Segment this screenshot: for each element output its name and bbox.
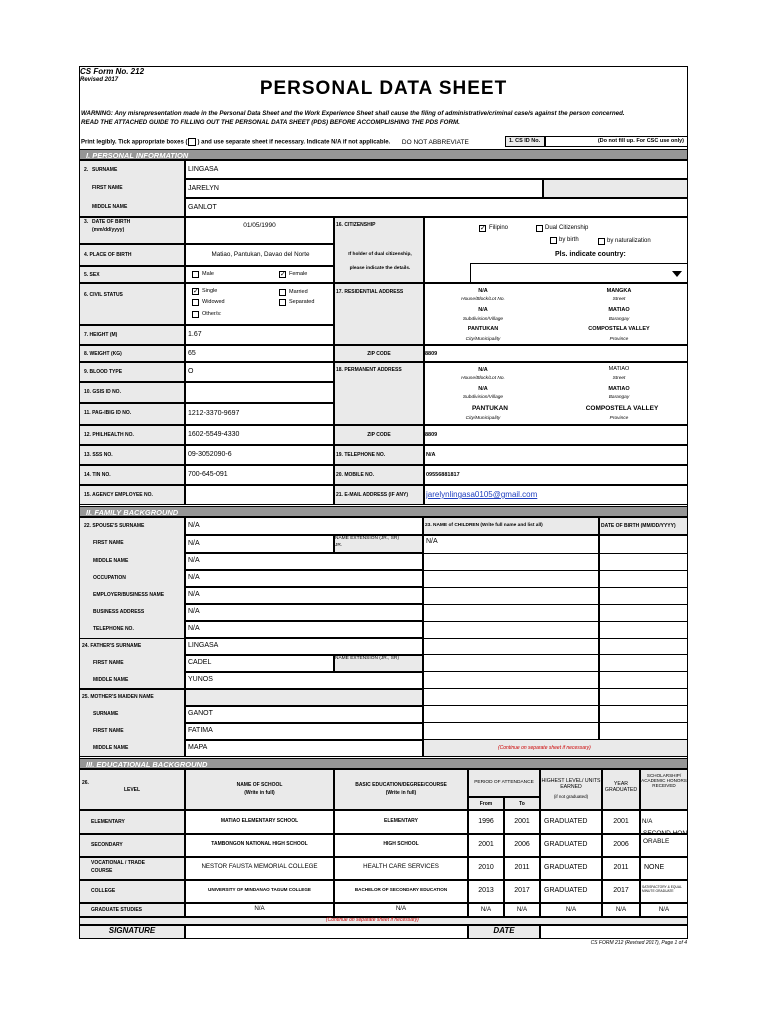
tel-field[interactable] bbox=[424, 445, 688, 465]
business-field[interactable] bbox=[185, 604, 423, 621]
spouse-surname-field[interactable] bbox=[185, 517, 423, 535]
surname-label: SURNAME bbox=[92, 167, 118, 173]
edu-year: 2011 bbox=[613, 864, 629, 871]
form-revised: Revised 2017 bbox=[80, 77, 119, 83]
sss-value: 09-3052090-6 bbox=[188, 451, 232, 458]
children-names-column[interactable] bbox=[423, 535, 599, 757]
occupation-field[interactable] bbox=[185, 570, 423, 587]
gsis-label: 10. GSIS ID NO. bbox=[84, 389, 121, 395]
edu-level: GRADUATE STUDIES bbox=[91, 907, 143, 913]
edu-from: N/A bbox=[480, 906, 492, 913]
height-value: 1.67 bbox=[188, 331, 202, 338]
child-row-divider bbox=[423, 587, 688, 588]
middlename-label: MIDDLE NAME bbox=[92, 204, 128, 210]
edu-level: VOCATIONAL / TRADE COURSE bbox=[91, 860, 145, 874]
sex-label: 5. SEX bbox=[84, 272, 100, 278]
cs-id-label: 1. CS ID No. bbox=[505, 136, 545, 147]
perm-house: N/A bbox=[478, 367, 488, 373]
separated-checkbox[interactable] bbox=[279, 299, 286, 306]
employer-value: N/A bbox=[188, 591, 200, 598]
pagibig-value: 1212-3370-9697 bbox=[188, 410, 240, 417]
res-city: PANTUKAN bbox=[467, 326, 499, 332]
form-number: CS Form No. 212 bbox=[80, 67, 145, 76]
mother-surname-label: SURNAME bbox=[93, 711, 119, 717]
edu-honors-header: SCHOLARSHIP/ ACADEMIC HONORS RECEIVED bbox=[641, 773, 687, 788]
gsis-field[interactable] bbox=[185, 382, 334, 403]
mother-label: 25. MOTHER'S MAIDEN NAME bbox=[82, 694, 154, 700]
date-label: DATE bbox=[493, 926, 515, 935]
edu-from: 2010 bbox=[478, 864, 494, 871]
perm-sub-house: House/Block/Lot No. bbox=[461, 376, 505, 381]
spouse-first-value: N/A bbox=[188, 540, 200, 547]
father-middle-label: MIDDLE NAME bbox=[93, 677, 129, 683]
country-dropdown[interactable] bbox=[470, 263, 688, 283]
warning-line: WARNING: Any misrepresentation made in the Personal Data Sheet and the Work Experience Sheet shall cause the filing of administrative/criminal case/s against the person concerned. bbox=[81, 110, 625, 117]
mobile-value: 09556881817 bbox=[426, 472, 460, 478]
edu-units: GRADUATED bbox=[544, 887, 588, 894]
civil-status-label: 6. CIVIL STATUS bbox=[84, 292, 123, 298]
by-birth-label: by birth bbox=[559, 237, 579, 243]
name-extension-field[interactable] bbox=[543, 179, 688, 198]
indicate-country: Pls. indicate country: bbox=[555, 251, 626, 258]
edu-school: NESTOR FAUSTA MEMORIAL COLLEGE bbox=[201, 863, 318, 870]
child-row-divider bbox=[423, 621, 688, 622]
by-birth-checkbox[interactable] bbox=[550, 237, 557, 244]
sss-label: 13. SSS NO. bbox=[84, 452, 113, 458]
children-continue-note: (Continue on separate sheet if necessary) bbox=[498, 745, 591, 751]
spouse-middle-value: N/A bbox=[188, 557, 200, 564]
employer-label: EMPLOYER/BUSINESS NAME bbox=[93, 592, 165, 598]
pob-label: 4. PLACE OF BIRTH bbox=[84, 252, 132, 258]
edu-units: GRADUATED bbox=[544, 864, 588, 871]
edu-school: UNIVERSITY OF MINDANAO TAGUM COLLEGE bbox=[208, 887, 311, 892]
res-sub-city: City/Municipality bbox=[465, 337, 501, 342]
child-row-divider bbox=[423, 570, 688, 571]
perm-zip-value: 8809 bbox=[425, 432, 438, 438]
email-value[interactable]: jarelynlingasa0105@gmail.com bbox=[426, 490, 538, 499]
edu-period-header: PERIOD OF ATTENDANCE bbox=[474, 780, 534, 785]
widowed-checkbox[interactable] bbox=[192, 299, 199, 306]
business-value: N/A bbox=[188, 608, 200, 615]
widowed-label: Widowed bbox=[202, 299, 225, 305]
spouse-first-field[interactable] bbox=[185, 535, 334, 553]
edu-honors: N/A bbox=[658, 906, 670, 913]
print-instructions bbox=[81, 138, 469, 146]
spouse-tel-field[interactable] bbox=[185, 621, 423, 638]
edu-school-sub: (Write in full) bbox=[244, 790, 275, 796]
edu-continue-note: (Continue on separate sheet if necessary) bbox=[326, 917, 419, 923]
child-row-divider bbox=[423, 705, 688, 706]
edu-units-header: HIGHEST LEVEL/ UNITS EARNED bbox=[541, 778, 601, 790]
perm-address-label: 18. PERMANENT ADDRESS bbox=[336, 367, 402, 373]
warning-text bbox=[81, 110, 681, 127]
female-checkbox[interactable]: ✓ bbox=[280, 271, 286, 278]
edu-year: 2001 bbox=[613, 818, 629, 825]
edu-units: GRADUATED bbox=[544, 818, 588, 825]
edu-course: ELEMENTARY bbox=[384, 818, 418, 824]
edu-level: ELEMENTARY bbox=[91, 819, 125, 825]
single-checkbox[interactable]: ✓ bbox=[193, 288, 199, 295]
father-ext-label: NAME EXTENSION (JR., SR) bbox=[335, 656, 399, 661]
edu-course: HEALTH CARE SERVICES bbox=[363, 863, 439, 870]
mother-middle-value: MAPA bbox=[188, 744, 208, 751]
res-street: MANGKA bbox=[606, 288, 632, 294]
cs-id-note[interactable]: (Do not fill up. For CSC use only) bbox=[545, 136, 688, 147]
middlename-value: GANLOT bbox=[188, 204, 217, 211]
spouse-middle-label: MIDDLE NAME bbox=[93, 558, 129, 564]
perm-zip-field[interactable] bbox=[424, 425, 688, 445]
firstname-value: JARELYN bbox=[188, 185, 219, 192]
dob-value: 01/05/1990 bbox=[243, 222, 276, 229]
edu-school: MATIAO ELEMENTARY SCHOOL bbox=[220, 818, 299, 824]
perm-city: PANTUKAN bbox=[472, 405, 508, 412]
edu-from: 1996 bbox=[478, 818, 494, 825]
employer-field[interactable] bbox=[185, 587, 423, 604]
female-label: Female bbox=[289, 271, 308, 277]
others-checkbox[interactable] bbox=[192, 311, 199, 318]
edu-to-header: To bbox=[519, 801, 525, 807]
signature-field[interactable] bbox=[185, 925, 468, 939]
weight-field[interactable] bbox=[185, 345, 334, 362]
edu-course: N/A bbox=[395, 905, 407, 912]
res-house: N/A bbox=[478, 288, 488, 294]
child-row-divider bbox=[423, 604, 688, 605]
res-sub-brgy: Barangay bbox=[608, 317, 630, 322]
pob-value: Matiao, Pantukan, Davao del Norte bbox=[211, 251, 310, 258]
edu-school-header: NAME OF SCHOOL bbox=[236, 782, 283, 788]
dual-note-1: If holder of dual citizenship, bbox=[348, 252, 412, 257]
civil-status-label-cell bbox=[79, 283, 185, 325]
section-family-background: II. FAMILY BACKGROUND bbox=[79, 506, 688, 517]
child-row-divider bbox=[423, 688, 688, 689]
married-label: Married bbox=[289, 289, 308, 295]
dual-label: Dual Citizenship bbox=[545, 225, 589, 231]
edu-course: BACHELOR OF SECONDARY EDUCATION bbox=[354, 887, 448, 892]
edu-level: SECONDARY bbox=[91, 842, 123, 848]
mother-header-field bbox=[185, 689, 423, 706]
do-not-abbreviate: DO NOT ABBREVIATE bbox=[401, 138, 469, 146]
others-label: Other/s: bbox=[202, 311, 222, 317]
mother-first-field[interactable] bbox=[185, 723, 423, 740]
res-province: COMPOSTELA VALLEY bbox=[588, 326, 650, 332]
agency-field[interactable] bbox=[185, 485, 334, 505]
blood-value: O bbox=[188, 368, 194, 375]
edu-year: 2006 bbox=[613, 841, 629, 848]
father-surname-value: LINGASA bbox=[188, 642, 219, 649]
edu-year: 2017 bbox=[613, 887, 629, 894]
res-subdivision: N/A bbox=[478, 307, 488, 313]
agency-label: 15. AGENCY EMPLOYEE NO. bbox=[84, 492, 153, 498]
perm-barangay: MATIAO bbox=[608, 386, 630, 392]
res-zip-value: 8809 bbox=[425, 351, 438, 357]
children-dob-header: DATE OF BIRTH (MM/DD/YYYY) bbox=[601, 523, 676, 529]
edu-honors: N/A bbox=[642, 818, 653, 825]
date-field[interactable] bbox=[540, 925, 688, 939]
child-row-divider bbox=[423, 654, 688, 655]
children-dob-column[interactable] bbox=[599, 535, 688, 757]
edu-from: 2001 bbox=[478, 841, 494, 848]
father-surname-label: 24. FATHER'S SURNAME bbox=[82, 643, 142, 649]
edu-to: 2011 bbox=[514, 864, 530, 871]
male-checkbox[interactable] bbox=[192, 271, 199, 278]
res-address-label: 17. RESIDENTIAL ADDRESS bbox=[336, 289, 404, 295]
page-footer-note: CS FORM 212 (Revised 2017), Page 1 of 4 bbox=[590, 940, 687, 946]
res-sub-house: House/Block/Lot No. bbox=[461, 297, 505, 302]
tick-box-sample bbox=[188, 138, 196, 146]
mother-first-value: FATIMA bbox=[188, 727, 213, 734]
perm-sub-subdiv: Subdivision/Village bbox=[462, 395, 504, 400]
spouse-surname-value: N/A bbox=[188, 522, 200, 529]
perm-zip-label: ZIP CODE bbox=[367, 432, 391, 438]
res-zip-field[interactable] bbox=[424, 345, 688, 362]
father-first-label: FIRST NAME bbox=[93, 660, 124, 666]
mobile-field[interactable] bbox=[424, 465, 688, 485]
citizenship-label: 16. CITIZENSHIP bbox=[336, 222, 376, 228]
surname-num: 2. bbox=[84, 167, 89, 173]
edu-level: COLLEGE bbox=[91, 888, 116, 894]
occupation-value: N/A bbox=[188, 574, 200, 581]
blood-label: 9. BLOOD TYPE bbox=[84, 369, 123, 375]
single-label: Single bbox=[202, 288, 218, 294]
child-row-divider bbox=[423, 671, 688, 672]
tin-value: 700-645-091 bbox=[188, 471, 228, 478]
edu-units: N/A bbox=[565, 906, 577, 913]
married-checkbox[interactable] bbox=[279, 289, 286, 296]
dob-format: (mm/dd/yyyy) bbox=[92, 227, 125, 233]
edu-course-sub: (Write in full) bbox=[385, 790, 417, 796]
spouse-ext-label: NAME EXTENSION (JR., SR) bbox=[335, 536, 399, 541]
perm-province: COMPOSTELA VALLEY bbox=[585, 405, 659, 412]
res-sub-subdiv: Subdivision/Village bbox=[462, 317, 504, 322]
edu-honors: SECOND HONORABLE bbox=[643, 830, 688, 845]
spouse-middle-field[interactable] bbox=[185, 553, 423, 570]
children-header: 23. NAME of CHILDREN (Write full name and list all) bbox=[425, 523, 543, 528]
height-label: 7. HEIGHT (M) bbox=[84, 332, 118, 338]
spouse-surname-label: 22. SPOUSE'S SURNAME bbox=[84, 523, 145, 529]
spouse-first-label: FIRST NAME bbox=[93, 540, 124, 546]
occupation-label: OCCUPATION bbox=[93, 575, 126, 581]
tel-value: N/A bbox=[426, 452, 436, 458]
edu-level-header: LEVEL bbox=[123, 787, 141, 793]
res-sub-street: Street bbox=[612, 297, 626, 302]
edu-course: HIGH SCHOOL bbox=[383, 841, 419, 847]
mother-middle-label: MIDDLE NAME bbox=[93, 745, 129, 751]
edu-to: 2006 bbox=[514, 841, 530, 848]
child-row-divider bbox=[423, 722, 688, 723]
edu-from: 2013 bbox=[478, 887, 494, 894]
dual-checkbox[interactable] bbox=[536, 225, 543, 232]
edu-to: 2001 bbox=[514, 818, 530, 825]
child-row-divider bbox=[423, 638, 688, 639]
filipino-checkbox[interactable]: ✓ bbox=[480, 225, 486, 232]
edu-to: 2017 bbox=[514, 887, 530, 894]
edu-from-header: From bbox=[479, 801, 493, 807]
father-first-value: CADEL bbox=[188, 659, 212, 666]
child-row-divider bbox=[423, 553, 688, 554]
father-middle-value: YUNOS bbox=[188, 676, 213, 683]
edu-to: N/A bbox=[516, 906, 528, 913]
mobile-label: 20. MOBILE NO. bbox=[336, 472, 375, 478]
edu-school: N/A bbox=[254, 905, 265, 912]
perm-subdivision: N/A bbox=[478, 386, 488, 392]
perm-street: MATIAO bbox=[608, 366, 630, 372]
pagibig-label: 11. PAG-IBIG ID NO. bbox=[84, 410, 132, 416]
tel-label: 19. TELEPHONE NO. bbox=[336, 452, 386, 458]
height-field[interactable] bbox=[185, 325, 334, 345]
edu-year: N/A bbox=[615, 906, 627, 913]
mother-surname-value: GANOT bbox=[188, 710, 213, 717]
page-title: PERSONAL DATA SHEET bbox=[259, 78, 508, 99]
surname-field[interactable] bbox=[185, 160, 688, 179]
spouse-tel-value: N/A bbox=[188, 625, 200, 632]
edu-honors: NONE bbox=[644, 864, 665, 871]
edu-course-header: BASIC EDUCATION/DEGREE/COURSE bbox=[355, 782, 447, 788]
edu-school: TAMBONGON NATIONAL HIGH SCHOOL bbox=[211, 841, 308, 847]
section-personal-info: I. PERSONAL INFORMATION bbox=[79, 149, 688, 160]
spouse-ext-value: JR. bbox=[335, 543, 343, 548]
signature-label: SIGNATURE bbox=[108, 926, 156, 935]
business-label: BUSINESS ADDRESS bbox=[93, 609, 145, 615]
spouse-tel-label: TELEPHONE NO. bbox=[93, 626, 134, 632]
perm-sub-street: Street bbox=[612, 376, 626, 381]
email-label: 21. E-MAIL ADDRESS (IF ANY) bbox=[336, 492, 409, 498]
edu-units-sub: (if not graduated) bbox=[553, 794, 589, 799]
weight-label: 8. WEIGHT (KG) bbox=[84, 351, 122, 357]
dob-label: DATE OF BIRTH bbox=[92, 219, 131, 225]
spouse-label-block bbox=[79, 517, 185, 654]
philhealth-label: 12. PHILHEALTH NO. bbox=[84, 432, 134, 438]
section-educational-background: III. EDUCATIONAL BACKGROUND bbox=[79, 758, 688, 769]
perm-sub-prov: Province bbox=[609, 416, 629, 421]
filipino-label: Filipino bbox=[489, 225, 509, 231]
by-naturalization-checkbox[interactable] bbox=[598, 238, 605, 245]
father-surname-field[interactable] bbox=[185, 638, 423, 655]
surname-value: LINGASA bbox=[188, 166, 219, 173]
firstname-field[interactable] bbox=[185, 179, 543, 198]
mother-first-label: FIRST NAME bbox=[93, 728, 124, 734]
edu-units: GRADUATED bbox=[544, 841, 588, 848]
edu-honors: SATISFACTORY & EQUAL MINUTE GRADUATE bbox=[642, 885, 682, 893]
res-barangay: MATIAO bbox=[608, 307, 630, 313]
by-naturalization-label: by naturalization bbox=[607, 238, 651, 244]
perm-sub-brgy: Barangay bbox=[608, 395, 630, 400]
edu-num: 26. bbox=[82, 780, 89, 786]
weight-value: 65 bbox=[188, 350, 196, 357]
philhealth-value: 1602-5549-4330 bbox=[188, 431, 240, 438]
read-guide-line: READ THE ATTACHED GUIDE TO FILLING OUT THE PERSONAL DATA SHEET (PDS) BEFORE ACCOMPLISHING THE PDS FORM. bbox=[81, 118, 460, 126]
middlename-field[interactable] bbox=[185, 198, 688, 217]
male-label: Male bbox=[202, 271, 214, 277]
firstname-label: FIRST NAME bbox=[92, 185, 123, 191]
dual-note-2: please indicate the details. bbox=[349, 266, 411, 271]
mother-surname-field[interactable] bbox=[185, 706, 423, 723]
print-text-1: Print legibly. Tick appropriate boxes ( bbox=[81, 139, 188, 146]
children-first-value: N/A bbox=[426, 538, 438, 545]
tin-label: 14. TIN NO. bbox=[84, 472, 111, 478]
print-text-2: ) and use separate sheet if necessary. Indicate N/A if not applicable. bbox=[197, 139, 391, 146]
perm-sub-city: City/Municipality bbox=[465, 416, 501, 421]
dob-num: 3. bbox=[84, 219, 89, 225]
separated-label: Separated bbox=[289, 299, 315, 305]
res-sub-prov: Province bbox=[609, 337, 629, 342]
dropdown-arrow-icon[interactable] bbox=[672, 271, 682, 277]
father-middle-field[interactable] bbox=[185, 672, 423, 689]
edu-year-header: YEAR GRADUATED bbox=[604, 781, 638, 793]
blood-field[interactable] bbox=[185, 362, 334, 382]
res-zip-label: ZIP CODE bbox=[367, 351, 391, 357]
mother-middle-field[interactable] bbox=[185, 740, 423, 757]
